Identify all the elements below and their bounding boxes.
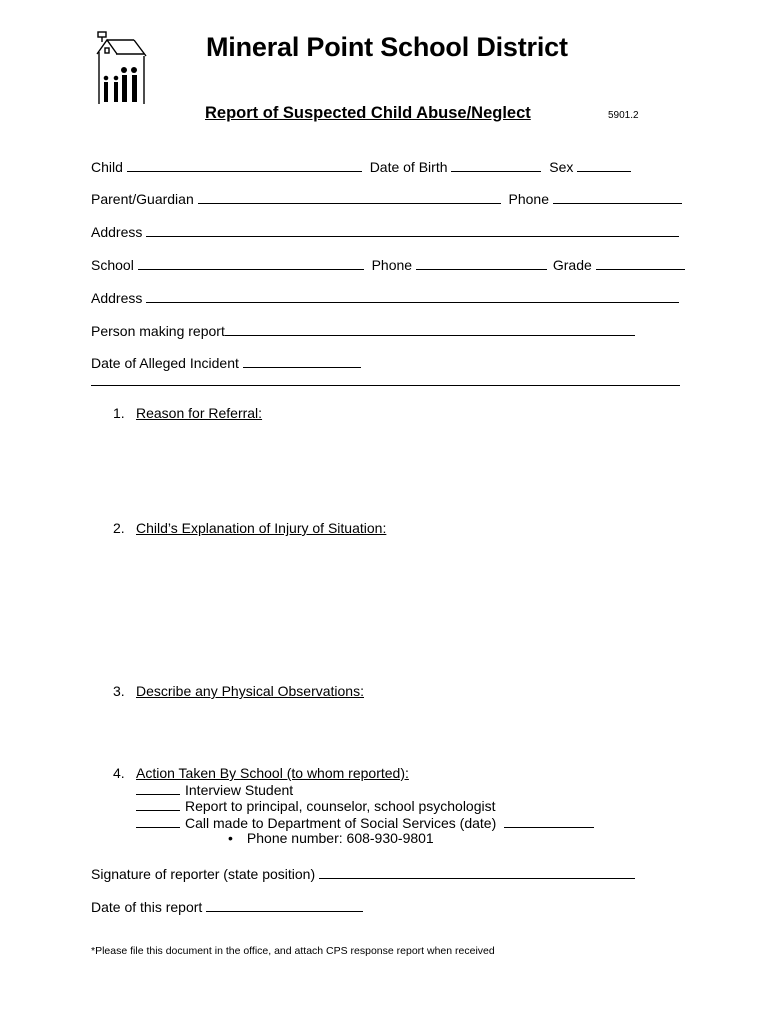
phone1-label: Phone (508, 191, 549, 207)
schoolhouse-logo-icon (94, 30, 150, 106)
person-position-line[interactable] (501, 321, 635, 336)
dob-label: Date of Birth (369, 159, 448, 175)
child-line[interactable] (127, 157, 362, 172)
child-label: Child (91, 159, 123, 175)
action-checkline[interactable] (136, 814, 180, 828)
signature-line[interactable] (319, 864, 635, 879)
action-label: Report to principal, counselor, school psychologist (185, 798, 496, 814)
incident-row (91, 353, 361, 372)
school-line[interactable] (138, 255, 364, 270)
sex-label: Sex (549, 159, 574, 175)
section-1-number: 1. (113, 405, 125, 421)
report-date-label: Date of this report (91, 899, 203, 915)
phone1-line[interactable] (553, 189, 682, 204)
parent-label: Parent/Guardian (91, 191, 194, 207)
child-row (91, 157, 631, 176)
section-1-label: Reason for Referral: (136, 405, 263, 421)
address2-line[interactable] (146, 288, 679, 303)
incident-date-line[interactable] (243, 353, 361, 368)
school-row (91, 255, 685, 274)
section-4-label: Action Taken By School (to whom reported): (136, 765, 409, 781)
grade-line[interactable] (596, 255, 685, 270)
action-label: Interview Student (185, 782, 294, 798)
section-3-number: 3. (113, 683, 125, 699)
person-row (91, 321, 635, 340)
dob-line[interactable] (451, 157, 541, 172)
phone-bullet (228, 830, 434, 847)
person-label: Person making report (91, 323, 225, 339)
action-label: Call made to Department of Social Services (date) (185, 815, 497, 831)
form-subtitle: Report of Suspected Child Abuse/Neglect (205, 104, 531, 122)
signature-label: Signature of reporter (state position) (91, 866, 316, 882)
form-number: 5901.2 (608, 110, 639, 121)
report-date-row (91, 897, 363, 916)
address1-label: Address (91, 224, 143, 240)
parent-row (91, 189, 682, 208)
footnote: *Please file this document in the office, and attach CPS response report when received (91, 945, 495, 957)
school-label: School (91, 257, 134, 273)
parent-line[interactable] (198, 189, 501, 204)
section-2-label: Child’s Explanation of Injury of Situation: (136, 520, 387, 536)
section-3-label: Describe any Physical Observations: (136, 683, 364, 699)
grade-label: Grade (552, 257, 592, 273)
phone2-label: Phone (371, 257, 413, 273)
bullet-icon: • (228, 830, 233, 846)
address1-line[interactable] (146, 222, 679, 237)
sex-line[interactable] (577, 157, 631, 172)
report-date-line[interactable] (206, 897, 363, 912)
action-checkline[interactable] (136, 797, 180, 811)
address2-label: Address (91, 290, 143, 306)
phone2-line[interactable] (416, 255, 547, 270)
phone-number-text: Phone number: 608-930-9801 (246, 830, 434, 846)
dss-date-line[interactable] (504, 813, 594, 828)
incident-date-label: Date of Alleged Incident (91, 355, 239, 371)
page-title: Mineral Point School District (206, 32, 568, 62)
address1-row (91, 222, 679, 241)
section-4-number: 4. (113, 765, 125, 781)
section-2-number: 2. (113, 520, 125, 536)
signature-row (91, 864, 635, 883)
address2-row (91, 288, 679, 307)
person-line[interactable] (225, 321, 501, 336)
divider-rule (91, 385, 680, 386)
action-checkline[interactable] (136, 781, 180, 795)
